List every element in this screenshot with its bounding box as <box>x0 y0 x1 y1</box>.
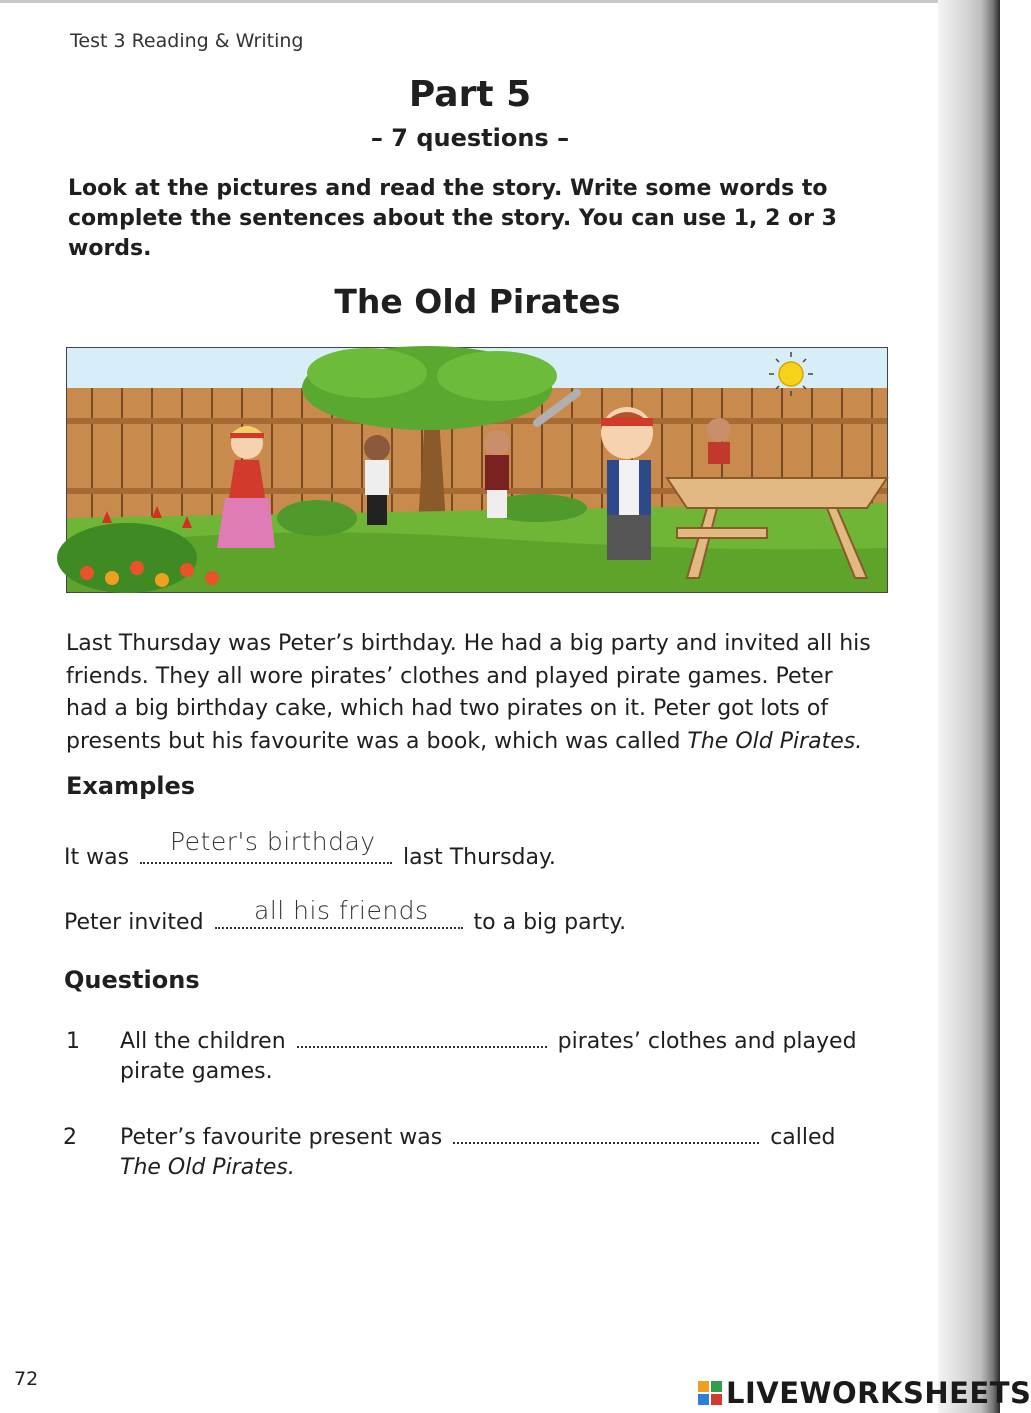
page-number: 72 <box>14 1368 39 1390</box>
top-rule <box>0 0 1000 3</box>
pirate-boy-running <box>364 435 390 525</box>
running-head: Test 3 Reading & Writing <box>70 30 304 52</box>
example-1-answer-line <box>140 856 392 864</box>
story-text <box>66 628 876 758</box>
question-2-before: Peter’s favourite present was <box>120 1125 443 1150</box>
part-title: Part 5 <box>408 74 532 115</box>
pirate-boy-center <box>484 430 510 518</box>
example-2-answer: all his friends <box>254 896 429 925</box>
question-1-before: All the children <box>120 1029 286 1054</box>
question-2-continuation: The Old Pirates. <box>120 1155 295 1180</box>
pirate-party-illustration <box>66 347 888 593</box>
instructions: Look at the pictures and read the story. Write some words to complete the sentences about the story. You can use 1, 2 or 3 words. <box>68 176 837 261</box>
example-1-answer: Peter's birthday <box>170 827 376 856</box>
story-book-title: The Old Pirates. <box>687 728 863 754</box>
question-1-answer-input[interactable] <box>297 1040 547 1048</box>
question-2-number: 2 <box>63 1125 77 1150</box>
questions-heading: Questions <box>64 966 200 994</box>
liveworksheets-logo-icon <box>698 1381 722 1405</box>
question-2 <box>120 1125 836 1150</box>
example-2-before: Peter invited <box>64 910 204 935</box>
question-2-answer-input[interactable] <box>453 1136 759 1144</box>
question-1-continuation: pirate games. <box>120 1059 273 1084</box>
examples-heading: Examples <box>66 772 196 800</box>
liveworksheets-brand <box>698 1376 1031 1410</box>
question-2-after: called <box>770 1125 836 1150</box>
question-1-number: 1 <box>66 1029 80 1054</box>
brand-name: LIVEWORKSHEETS <box>726 1376 1031 1410</box>
story-body: Last Thursday was Peter’s birthday. He had a big party and invited all his friends. They all wore pirates’ clothes and played pirate games. Peter had a big birthday cake, which had two pirates on it. Peter got lots of presents but his favourite was a book, which was called <box>66 631 871 754</box>
example-2-after: to a big party. <box>473 910 627 935</box>
question-1 <box>120 1029 857 1054</box>
example-1-before: It was <box>64 845 130 870</box>
story-title: The Old Pirates <box>334 282 621 321</box>
example-1-after: last Thursday. <box>403 845 556 870</box>
garden-scene-image <box>67 348 887 592</box>
part-subtitle: – 7 questions – <box>370 124 570 152</box>
book-binding-edge <box>938 0 1000 1413</box>
question-1-after: pirates’ clothes and played <box>557 1029 857 1054</box>
